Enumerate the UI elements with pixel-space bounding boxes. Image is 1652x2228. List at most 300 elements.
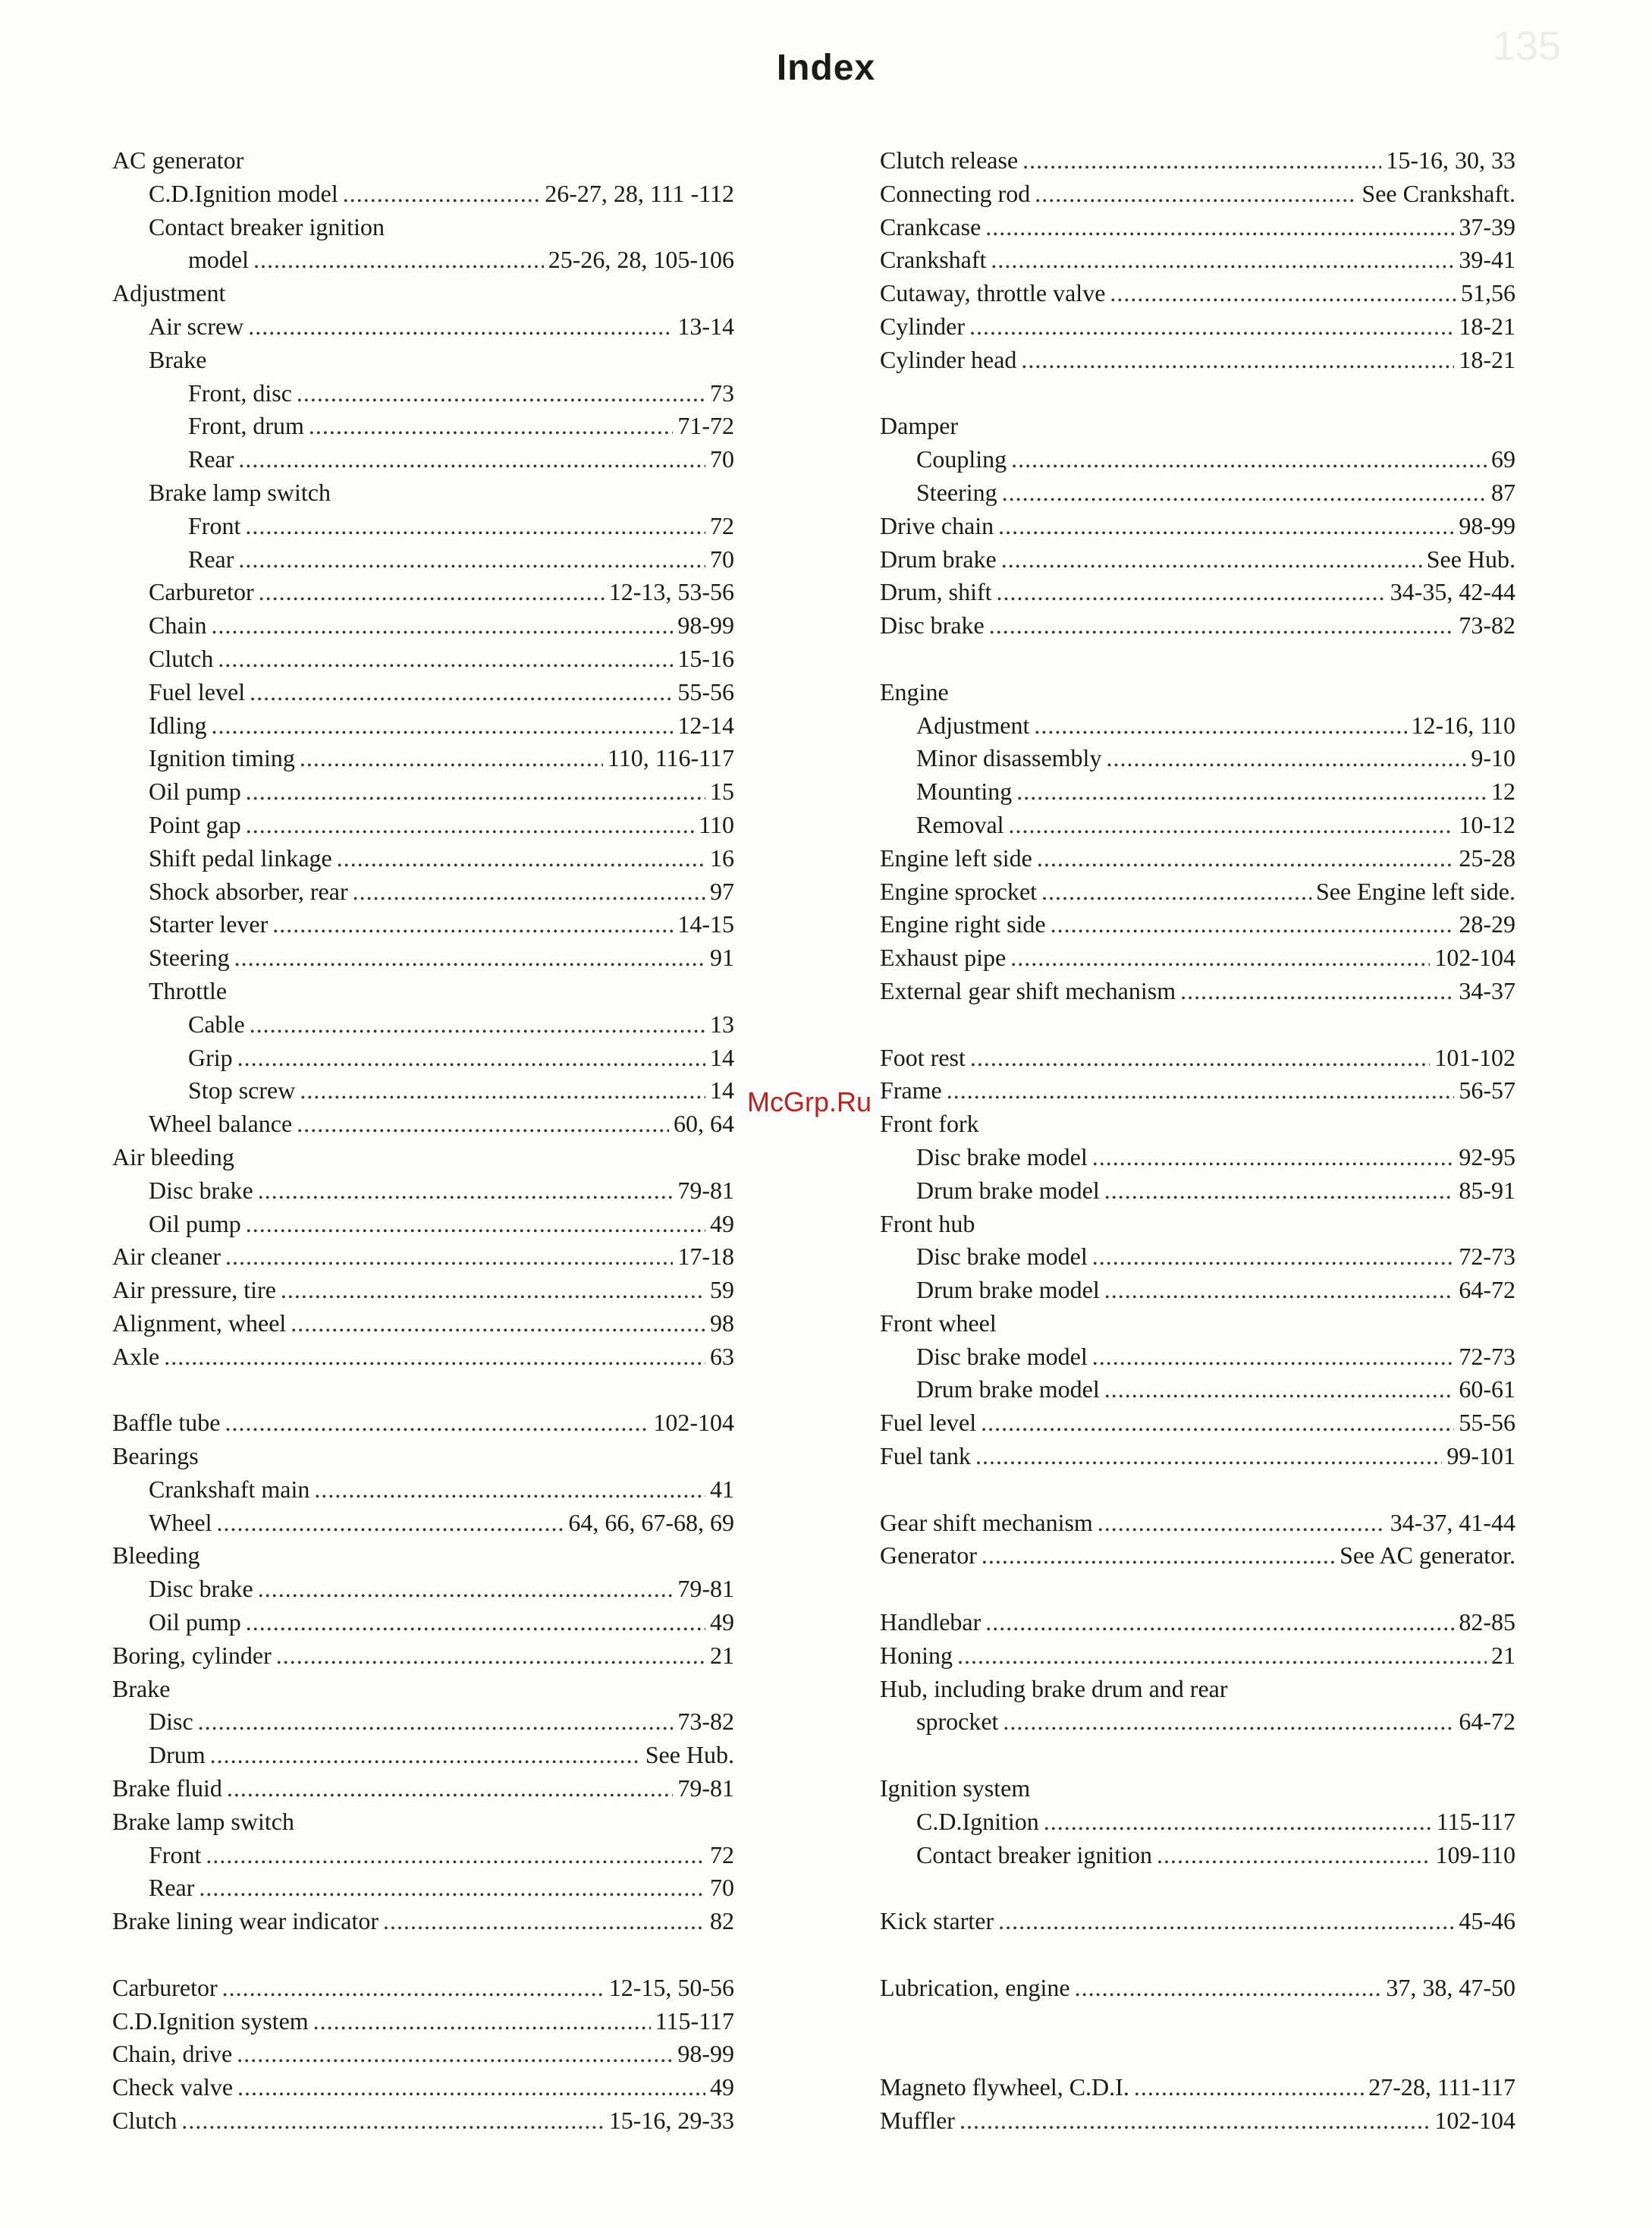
index-term: Air pressure, tire: [112, 1276, 276, 1304]
index-page-ref: 72: [710, 1840, 734, 1868]
dot-leader: [300, 742, 603, 775]
index-entry: [112, 1839, 734, 1872]
index-entry: [880, 543, 1515, 577]
dot-leader: [211, 609, 673, 643]
index-page-ref: 10-12: [1459, 810, 1515, 838]
dot-leader: [272, 908, 673, 941]
index-heading: [112, 975, 734, 1008]
dot-leader: [1001, 543, 1422, 577]
index-page-ref: 49: [710, 1209, 734, 1237]
index-page-ref: 98-99: [1459, 511, 1515, 539]
index-term: Drum: [149, 1741, 206, 1769]
index-term: Drum, shift: [880, 578, 992, 606]
index-term: Front, disc: [188, 379, 292, 407]
index-spacer: [112, 1373, 734, 1406]
index-term: Wheel: [149, 1508, 212, 1536]
index-entry: [880, 775, 1515, 809]
index-spacer: [880, 1573, 1515, 1606]
dot-leader: [245, 510, 705, 543]
dot-leader: [250, 1008, 705, 1042]
index-entry: [112, 609, 734, 643]
index-spacer: [880, 1473, 1515, 1507]
index-entry: [112, 1274, 734, 1307]
index-term: Alignment, wheel: [112, 1309, 287, 1337]
index-term: Carburetor: [149, 578, 254, 606]
index-term: Chain, drive: [112, 2040, 233, 2068]
index-page-ref: 13: [710, 1010, 734, 1038]
dot-leader: [1180, 975, 1454, 1008]
index-term: Disc brake model: [916, 1342, 1088, 1370]
index-term: Removal: [916, 810, 1004, 838]
index-page-ref: 98: [710, 1309, 734, 1337]
index-term: Bleeding: [112, 1541, 200, 1570]
index-column-right: [880, 144, 1515, 2138]
index-spacer: [880, 643, 1515, 676]
index-term: Ignition system: [880, 1774, 1031, 1802]
index-page-ref: 16: [710, 844, 734, 872]
index-entry: [112, 676, 734, 709]
index-page-ref: 17-18: [677, 1243, 734, 1271]
index-term: Magneto flywheel, C.D.I.: [880, 2073, 1129, 2101]
index-page-ref: See AC generator.: [1340, 1541, 1515, 1570]
index-entry: [880, 609, 1515, 643]
index-entry: [112, 1739, 734, 1772]
dot-leader: [313, 2005, 651, 2038]
index-entry: [112, 2005, 734, 2038]
index-term: Front, drum: [188, 412, 304, 440]
dot-leader: [1034, 709, 1406, 743]
index-term: Handlebar: [880, 1608, 981, 1636]
index-page-ref: 13-14: [677, 312, 734, 340]
index-term: Cylinder head: [880, 345, 1017, 373]
index-term: Fuel level: [880, 1409, 977, 1437]
dot-leader: [246, 809, 694, 842]
index-entry: [880, 476, 1515, 510]
index-entry: [880, 1440, 1515, 1473]
dot-leader: [211, 709, 673, 743]
index-page-ref: 70: [710, 545, 734, 573]
index-page-ref: 56-57: [1459, 1076, 1515, 1105]
index-entry: [112, 2104, 734, 2138]
index-term: Front: [188, 511, 241, 539]
index-entry: [112, 244, 734, 277]
index-entry: [880, 344, 1515, 377]
index-term: Rear: [188, 445, 234, 473]
index-entry: [112, 709, 734, 743]
index-term: Foot rest: [880, 1043, 966, 1071]
index-heading: [112, 1539, 734, 1573]
index-entry: [112, 2071, 734, 2104]
index-heading: [112, 344, 734, 377]
index-entry: [880, 1141, 1515, 1174]
index-entry: [880, 908, 1515, 941]
index-page-ref: 102-104: [653, 1409, 734, 1437]
dot-leader: [246, 775, 705, 809]
dot-leader: [297, 377, 705, 410]
index-entry: [112, 1406, 734, 1440]
dot-leader: [1104, 1274, 1455, 1307]
index-entry: [880, 1507, 1515, 1540]
dot-leader: [253, 244, 544, 277]
dot-leader: [1104, 1174, 1455, 1208]
index-page-ref: 59: [710, 1276, 734, 1304]
dot-leader: [997, 576, 1386, 609]
index-heading: [880, 1208, 1515, 1241]
index-page-ref: 82-85: [1459, 1608, 1515, 1636]
dot-leader: [1157, 1839, 1431, 1872]
index-term: Brake lamp switch: [112, 1807, 294, 1835]
index-entry: [112, 443, 734, 476]
index-entry: [880, 1373, 1515, 1406]
index-page-ref: 99-101: [1446, 1442, 1515, 1470]
index-term: Drive chain: [880, 511, 994, 539]
index-page-ref: 49: [710, 2073, 734, 2101]
index-entry: [880, 1805, 1515, 1839]
index-page-ref: 15: [710, 778, 734, 806]
dot-leader: [237, 2038, 673, 2071]
index-entry: [112, 742, 734, 775]
index-term: Axle: [112, 1342, 160, 1370]
watermark: McGrp.Ru: [747, 1086, 872, 1117]
index-page-ref: 55-56: [1459, 1409, 1515, 1437]
index-term: Check valve: [112, 2073, 234, 2101]
index-page-ref: 73: [710, 379, 734, 407]
index-term: Brake lining wear indicator: [112, 1907, 378, 1935]
dot-leader: [1011, 443, 1487, 476]
index-term: Disc brake: [149, 1575, 253, 1603]
index-page-ref: 12-15, 50-56: [608, 1973, 734, 2001]
dot-leader: [975, 1440, 1442, 1473]
index-term: Drum brake model: [916, 1176, 1100, 1204]
index-term: Clutch release: [880, 146, 1019, 174]
dot-leader: [259, 576, 605, 609]
index-page-ref: 25-26, 28, 105-106: [548, 246, 734, 274]
index-term: Air cleaner: [112, 1243, 221, 1271]
index-page-ref: 72-73: [1459, 1342, 1515, 1370]
index-entry: [880, 2104, 1515, 2138]
index-entry: [112, 1871, 734, 1905]
dot-leader: [957, 1639, 1487, 1673]
index-entry: [112, 1108, 734, 1141]
index-term: Baffle tube: [112, 1409, 221, 1437]
index-term: Cutaway, throttle valve: [880, 279, 1106, 307]
page-title: Index: [776, 48, 876, 88]
index-term: AC generator: [112, 146, 244, 174]
dot-leader: [969, 310, 1454, 344]
index-page-ref: 49: [710, 1608, 734, 1636]
index-entry: [112, 1240, 734, 1274]
dot-leader: [237, 1042, 705, 1075]
index-page-ref: See Crankshaft.: [1361, 179, 1515, 207]
dot-leader: [985, 1606, 1454, 1639]
dot-leader: [164, 1340, 705, 1374]
index-page-ref: 12: [1491, 778, 1515, 806]
dot-leader: [1021, 344, 1454, 377]
index-entry: [112, 1174, 734, 1208]
dot-leader: [248, 310, 673, 344]
dot-leader: [959, 2104, 1430, 2138]
index-page-ref: 64-72: [1459, 1276, 1515, 1304]
index-entry: [880, 1705, 1515, 1739]
index-page-ref: 14: [710, 1043, 734, 1071]
dot-leader: [246, 1606, 705, 1639]
index-entry: [112, 1606, 734, 1639]
index-term: Brake: [112, 1674, 171, 1702]
index-page-ref: See Hub.: [1426, 545, 1515, 573]
dot-leader: [1104, 1373, 1455, 1406]
index-term: Damper: [880, 412, 959, 440]
index-entry: [112, 941, 734, 975]
dot-leader: [217, 1507, 564, 1540]
dot-leader: [222, 1972, 605, 2005]
index-entry: [112, 543, 734, 577]
index-entry: [880, 310, 1515, 344]
index-entry: [880, 1340, 1515, 1374]
index-entry: [112, 1905, 734, 1938]
dot-leader: [1106, 742, 1466, 775]
index-entry: [112, 1074, 734, 1108]
index-entry: [112, 908, 734, 941]
index-term: Oil pump: [149, 1608, 241, 1636]
index-page-ref: 72: [710, 511, 734, 539]
index-entry: [112, 1008, 734, 1042]
index-heading: [112, 144, 734, 178]
index-term: Brake fluid: [112, 1774, 222, 1802]
index-entry: [112, 1772, 734, 1805]
index-page-ref: 15-16: [677, 644, 734, 672]
index-entry: [880, 211, 1515, 244]
index-term: Shock absorber, rear: [149, 877, 348, 905]
dot-leader: [225, 1406, 649, 1440]
index-term: Gear shift mechanism: [880, 1508, 1093, 1536]
index-entry: [880, 178, 1515, 211]
index-spacer: [112, 1938, 734, 1972]
index-heading: [112, 1141, 734, 1174]
index-heading: [112, 476, 734, 510]
index-term: Exhaust pipe: [880, 944, 1007, 972]
dot-leader: [246, 1208, 705, 1241]
index-page-ref: 72-73: [1459, 1243, 1515, 1271]
index-term: Adjustment: [112, 279, 226, 307]
index-term: C.D.Ignition system: [112, 2006, 309, 2035]
dot-leader: [989, 609, 1455, 643]
index-term: Steering: [149, 944, 230, 972]
index-page-ref: 12-16, 110: [1411, 711, 1515, 739]
index-entry: [880, 842, 1515, 875]
index-term: Connecting rod: [880, 179, 1031, 207]
index-spacer: [880, 1739, 1515, 1772]
index-page-ref: 14: [710, 1076, 734, 1105]
index-term: Disc brake model: [916, 1243, 1088, 1271]
dot-leader: [1092, 1240, 1455, 1274]
index-page-ref: 79-81: [677, 1575, 734, 1603]
index-term: Fuel tank: [880, 1442, 971, 1470]
index-page-ref: 110: [699, 810, 734, 838]
dot-leader: [1041, 875, 1311, 909]
dot-leader: [1037, 842, 1455, 875]
index-page-ref: 12-14: [677, 711, 734, 739]
index-term: C.D.Ignition: [916, 1807, 1039, 1835]
dot-leader: [281, 1274, 705, 1307]
index-entry: [880, 1972, 1515, 2005]
index-heading: [112, 1805, 734, 1839]
index-page-ref: 27-28, 111-117: [1368, 2073, 1515, 2101]
index-term: Starter lever: [149, 910, 269, 938]
index-entry: [880, 1042, 1515, 1075]
index-page-ref: 70: [710, 1874, 734, 1902]
index-entry: [112, 1473, 734, 1507]
index-page-ref: 12-13, 53-56: [608, 578, 734, 606]
dot-leader: [250, 676, 673, 709]
index-page-ref: 102-104: [1434, 2107, 1515, 2135]
index-entry: [880, 1406, 1515, 1440]
dot-leader: [225, 1240, 673, 1274]
index-page-ref: 79-81: [677, 1774, 734, 1802]
index-term: Crankcase: [880, 212, 981, 240]
index-heading: [880, 676, 1515, 709]
index-entry: [112, 1705, 734, 1739]
index-term: Engine sprocket: [880, 877, 1038, 905]
index-entry: [880, 244, 1515, 277]
index-term: Air bleeding: [112, 1142, 234, 1171]
dot-leader: [1075, 1972, 1382, 2005]
index-term: Oil pump: [149, 1209, 241, 1237]
dot-leader: [981, 1406, 1454, 1440]
index-term: Rear: [149, 1874, 195, 1902]
index-entry: [112, 643, 734, 676]
dot-leader: [1010, 941, 1430, 975]
index-page-ref: 73-82: [1459, 611, 1515, 639]
index-entry: [880, 2071, 1515, 2104]
index-term: Cylinder: [880, 312, 965, 340]
index-spacer: [880, 2038, 1515, 2071]
index-term: model: [188, 246, 249, 274]
index-entry: [880, 1074, 1515, 1108]
dot-leader: [991, 244, 1454, 277]
index-entry: [112, 809, 734, 842]
index-entry: [880, 1240, 1515, 1274]
index-page-ref: 64, 66, 67-68, 69: [568, 1508, 734, 1536]
index-page-ref: 25-28: [1459, 844, 1515, 872]
index-term: Bearings: [112, 1442, 199, 1470]
index-page-ref: 9-10: [1471, 744, 1515, 772]
dot-leader: [1110, 277, 1456, 310]
index-page-ref: 92-95: [1459, 1142, 1515, 1171]
index-term: Wheel balance: [149, 1110, 293, 1138]
index-heading: [880, 1307, 1515, 1340]
dot-leader: [1022, 144, 1381, 178]
dot-leader: [309, 410, 673, 443]
index-page-ref: 115-117: [655, 2006, 734, 2035]
index-page-ref: 34-37, 41-44: [1390, 1508, 1515, 1536]
dot-leader: [985, 211, 1454, 244]
index-entry: [112, 2038, 734, 2071]
index-term: C.D.Ignition model: [149, 179, 338, 207]
index-term: Fuel level: [149, 677, 246, 705]
index-term: Generator: [880, 1541, 977, 1570]
index-page-ref: 18-21: [1459, 312, 1515, 340]
index-term: Minor disassembly: [916, 744, 1102, 772]
index-term: Hub, including brake drum and rear: [880, 1674, 1228, 1702]
index-term: Drum brake model: [916, 1276, 1100, 1304]
dot-leader: [206, 1839, 705, 1872]
index-page-ref: 21: [1491, 1641, 1515, 1669]
index-heading: [112, 1440, 734, 1473]
index-page-ref: 71-72: [677, 412, 734, 440]
index-page-ref: 34-37: [1459, 976, 1515, 1004]
index-term: Engine: [880, 677, 949, 705]
index-term: Front hub: [880, 1209, 975, 1237]
dot-leader: [181, 2104, 604, 2138]
index-page-ref: 87: [1491, 478, 1515, 506]
dot-leader: [276, 1639, 705, 1673]
dot-leader: [237, 2071, 705, 2104]
page-number: 135: [1492, 24, 1561, 69]
index-term: Engine right side: [880, 910, 1046, 938]
dot-leader: [1098, 1507, 1386, 1540]
index-heading: [880, 410, 1515, 443]
index-term: Throttle: [149, 976, 228, 1004]
index-page-ref: 34-35, 42-44: [1390, 578, 1515, 606]
index-page-ref: 98-99: [677, 611, 734, 639]
index-entry: [112, 377, 734, 410]
dot-leader: [1016, 775, 1487, 809]
index-term: Clutch: [112, 2107, 177, 2135]
index-term: Disc: [149, 1708, 193, 1736]
index-term: Front wheel: [880, 1309, 997, 1337]
dot-leader: [234, 941, 705, 975]
index-page-ref: 85-91: [1459, 1176, 1515, 1204]
index-page-ref: 41: [710, 1475, 734, 1503]
index-page-ref: 37-39: [1459, 212, 1515, 240]
dot-leader: [258, 1573, 674, 1606]
dot-leader: [227, 1772, 674, 1805]
index-entry: [880, 144, 1515, 178]
dot-leader: [1092, 1141, 1455, 1174]
index-term: Carburetor: [112, 1973, 218, 2001]
index-column-left: [112, 144, 734, 2138]
index-entry: [880, 1639, 1515, 1673]
dot-leader: [1092, 1340, 1455, 1374]
index-entry: [112, 178, 734, 211]
index-term: Lubrication, engine: [880, 1973, 1070, 2001]
index-page-ref: See Engine left side.: [1315, 877, 1515, 905]
index-spacer: [880, 377, 1515, 410]
index-page-ref: 98-99: [677, 2040, 734, 2068]
dot-leader: [297, 1108, 669, 1141]
dot-leader: [998, 510, 1454, 543]
dot-leader: [198, 1705, 674, 1739]
index-entry: [112, 1307, 734, 1340]
index-term: Cable: [188, 1010, 245, 1038]
index-entry: [112, 1639, 734, 1673]
index-entry: [880, 1606, 1515, 1639]
index-page-ref: 37, 38, 47-50: [1386, 1973, 1515, 2001]
index-term: sprocket: [916, 1708, 999, 1736]
index-page-ref: 15-16, 29-33: [608, 2107, 734, 2135]
index-page-ref: 101-102: [1434, 1043, 1515, 1071]
index-entry: [112, 875, 734, 909]
index-page-ref: 28-29: [1459, 910, 1515, 938]
index-entry: [112, 842, 734, 875]
index-term: Brake lamp switch: [149, 478, 331, 506]
dot-leader: [314, 1473, 705, 1507]
index-spacer: [880, 1938, 1515, 1972]
index-term: Coupling: [916, 445, 1007, 473]
dot-leader: [291, 1307, 705, 1340]
dot-leader: [1134, 2071, 1364, 2104]
index-term: Disc brake model: [916, 1142, 1088, 1171]
